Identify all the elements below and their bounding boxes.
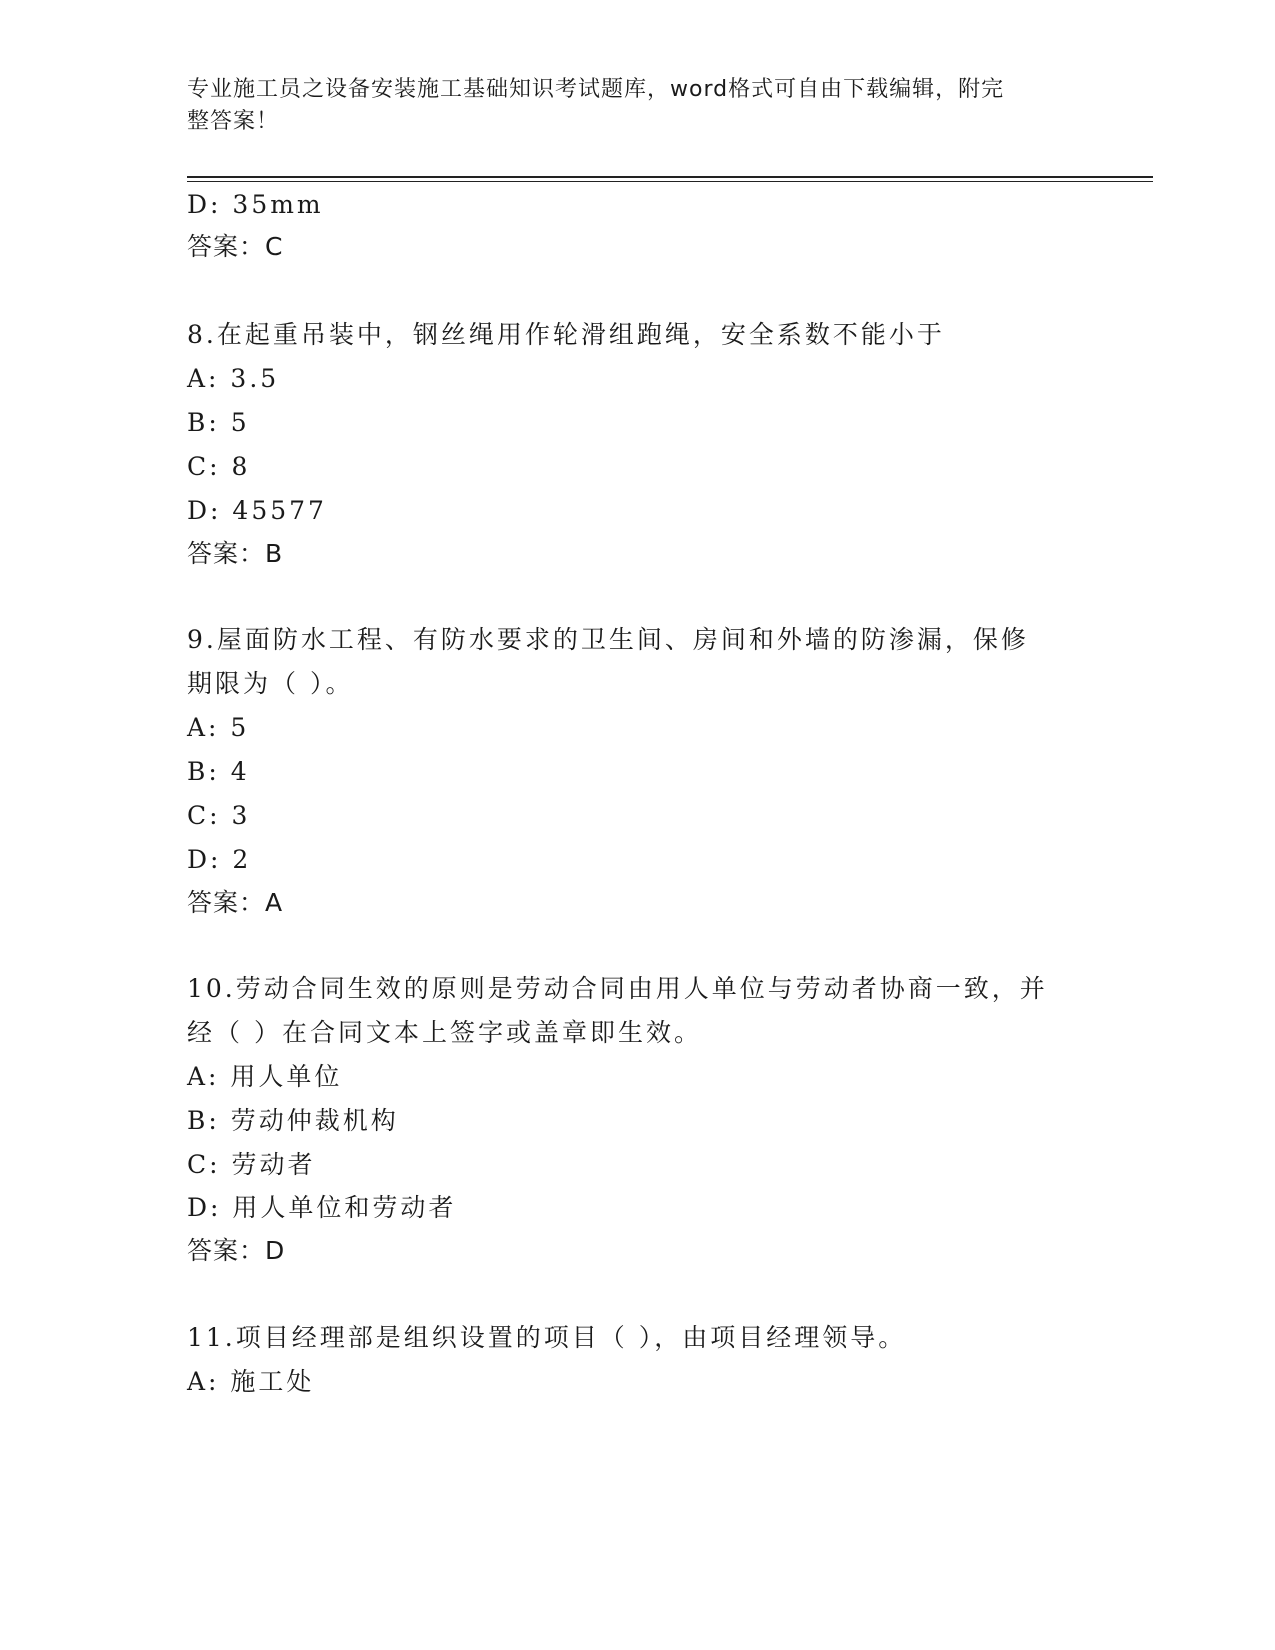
- q10-option-d: D: 用人单位和劳动者: [187, 1193, 457, 1222]
- q8-answer: 答案：B: [187, 539, 284, 568]
- header-line-1: 专业施工员之设备安装施工基础知识考试题库，word格式可自由下载编辑，附完: [187, 77, 1005, 102]
- prev-answer: 答案：C: [187, 232, 284, 261]
- q8-option-b: B: 5: [187, 408, 250, 437]
- q9-question-line-1: 9.屋面防水工程、有防水要求的卫生间、房间和外墙的防渗漏，保修: [187, 625, 1029, 654]
- q8-option-a: A: 3.5: [187, 364, 280, 393]
- q10-option-b: B: 劳动仲裁机构: [187, 1106, 399, 1135]
- document-header: [187, 74, 1067, 138]
- q8-option-c: C: 8: [187, 452, 251, 481]
- q8-option-d: D: 45577: [187, 496, 327, 525]
- q9-option-b: B: 4: [187, 757, 250, 786]
- q9-question-line-2: 期限为（ ）。: [187, 669, 354, 698]
- prev-option-d: D: 35mm: [187, 190, 324, 219]
- q10-question-line-2: 经（ ）在合同文本上签字或盖章即生效。: [187, 1018, 702, 1047]
- q9-answer: 答案：A: [187, 888, 284, 917]
- q8-question: 8.在起重吊装中，钢丝绳用作轮滑组跑绳，安全系数不能小于: [187, 320, 945, 349]
- q11-question: 11.项目经理部是组织设置的项目（ ），由项目经理领导。: [187, 1323, 907, 1352]
- header-rule-thick: [187, 176, 1153, 178]
- q10-option-a: A: 用人单位: [187, 1062, 343, 1091]
- q9-option-a: A: 5: [187, 713, 250, 742]
- q9-option-d: D: 2: [187, 845, 252, 874]
- q10-question-line-1: 10.劳动合同生效的原则是劳动合同由用人单位与劳动者协商一致，并: [187, 974, 1048, 1003]
- q10-answer: 答案：D: [187, 1236, 286, 1265]
- q10-option-c: C: 劳动者: [187, 1150, 316, 1179]
- q11-option-a: A: 施工处: [187, 1367, 315, 1396]
- header-rule-thin: [187, 181, 1153, 182]
- q9-option-c: C: 3: [187, 801, 251, 830]
- header-line-2: 整答案！: [187, 109, 280, 134]
